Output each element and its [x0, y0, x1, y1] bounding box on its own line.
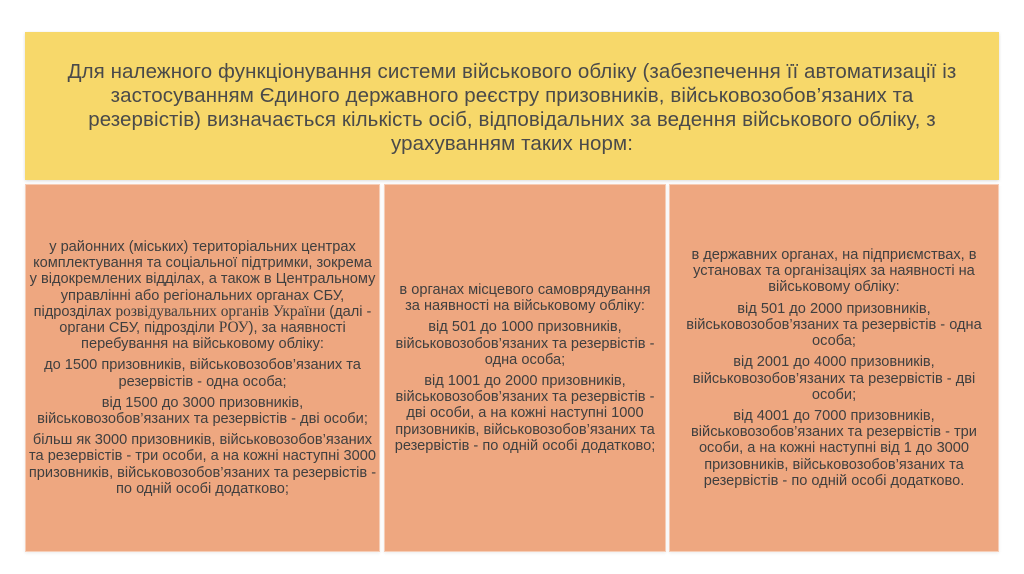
column-local-government	[384, 184, 666, 552]
norm-item: від 4001 до 7000 призовників, військовозобов’язаних та резервістів - три особи, а на кожні наступні від 1 до 3000 призовників, військовозобов’язаних та резервістів - по одній особі додатково.	[691, 407, 977, 489]
norm-item: від 1001 до 2000 призовників, військовозобов’язаних та резервістів - дві особи, а на кожні наступні 1000 призовників, військовозобов’язаних та резервістів - по одній особі додатково;	[394, 373, 656, 454]
column-intro: у районних (міських) територіальних центрах комплектування та соціальної підтримки, зокрема у відокремлених відділах, а також в Центральному управлінні або регіональних органах СБУ, підрозділах розвідувальних органів України (далі - органи СБУ, підрозділи РОУ), за наявності перебування на військовому обліку:	[29, 238, 376, 353]
column-state-bodies-enterprises	[669, 184, 999, 552]
column-intro: в органах місцевого самоврядування за наявності на військовому обліку:	[399, 281, 651, 315]
column-intro: в державних органах, на підприємствах, в установах та організаціях за наявності на військовому обліку:	[691, 247, 977, 296]
column-territorial-centers	[25, 184, 380, 552]
header-banner	[25, 32, 999, 180]
norm-item: більш як 3000 призовників, військовозобов’язаних та резервістів - три особи, а на кожні наступні 3000 призовників, військовозобов’язаних та резервістів - по одній особі додатково;	[28, 432, 377, 497]
norm-item: від 501 до 1000 призовників, військовозобов’язаних та резервістів - одна особа;	[395, 319, 655, 368]
norm-item: до 1500 призовників, військовозобов’язаних та резервістів - одна особа;	[44, 357, 361, 390]
norm-item: від 1500 до 3000 призовників, військовозобов’язаних та резервістів - дві особи;	[37, 394, 368, 427]
slide-title: Для належного функціонування системи військового обліку (забезпечення її автоматизації із застосуванням Єдиного державного реєстру призовників, військовозобов’язаних та резервістів) визначається кількість осіб, відповідальних за ведення військового обліку, з урахуванням таких норм:	[67, 60, 957, 155]
norm-item: від 2001 до 4000 призовників, військовозобов’язаних та резервістів - дві особи;	[692, 354, 976, 403]
norm-item: від 501 до 2000 призовників, військовозобов’язаних та резервістів - одна особа;	[686, 300, 982, 350]
